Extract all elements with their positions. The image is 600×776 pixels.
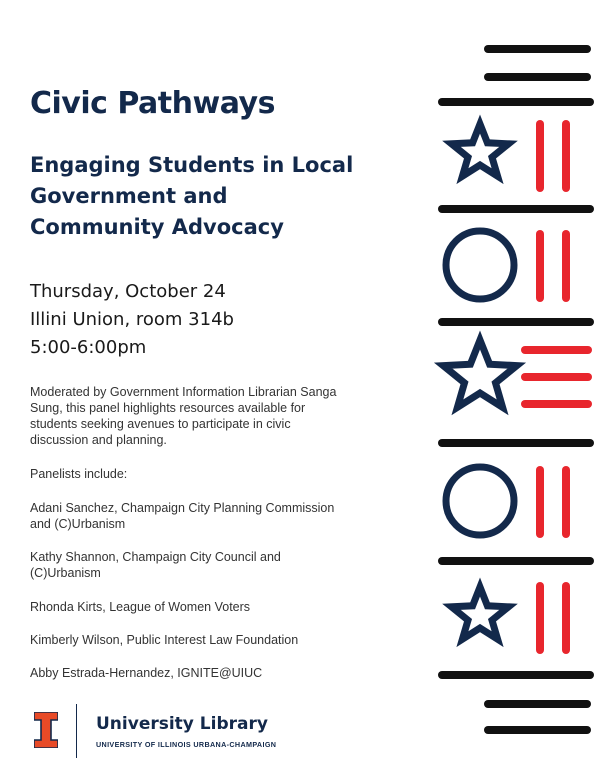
event-subtitle: Engaging Students in Local Government and Community Advocacy [30, 153, 354, 239]
panelist-item: Rhonda Kirts, League of Women Voters [30, 600, 251, 614]
star-icon [452, 124, 509, 176]
red-bars [525, 124, 588, 650]
logo-divider [76, 704, 77, 758]
event-location: Illini Union, room 314b [30, 309, 234, 330]
event-details [30, 278, 234, 362]
circle-icon [446, 467, 514, 535]
block-i-logo-icon [34, 712, 58, 748]
panelists-heading: Panelists include: [30, 467, 128, 481]
event-time: 5:00-6:00pm [30, 337, 147, 358]
star-icon [452, 587, 509, 639]
event-date: Thursday, October 24 [30, 281, 226, 302]
logo-name: University Library [96, 714, 268, 734]
panelist-item: Adani Sanchez, Champaign City Planning Commission and (C)Urbanism [30, 501, 335, 531]
page-title: Civic Pathways [30, 86, 275, 121]
panelist-item: Kimberly Wilson, Public Interest Law Foundation [30, 633, 299, 647]
event-description: Moderated by Government Information Librarian Sanga Sung, this panel highlights resources available for students seeking avenues to participate in civic discussion and planning. [30, 385, 337, 447]
civic-decorative-art [430, 40, 600, 770]
panelist-item: Abby Estrada-Hernandez, IGNITE@UIUC [30, 666, 263, 680]
logo-subname: UNIVERSITY OF ILLINOIS URBANA-CHAMPAIGN [96, 740, 277, 749]
panelist-item: Kathy Shannon, Champaign City Council and (C)Urbanism [30, 550, 281, 580]
circle-icon [446, 231, 514, 299]
star-icon [443, 340, 517, 407]
